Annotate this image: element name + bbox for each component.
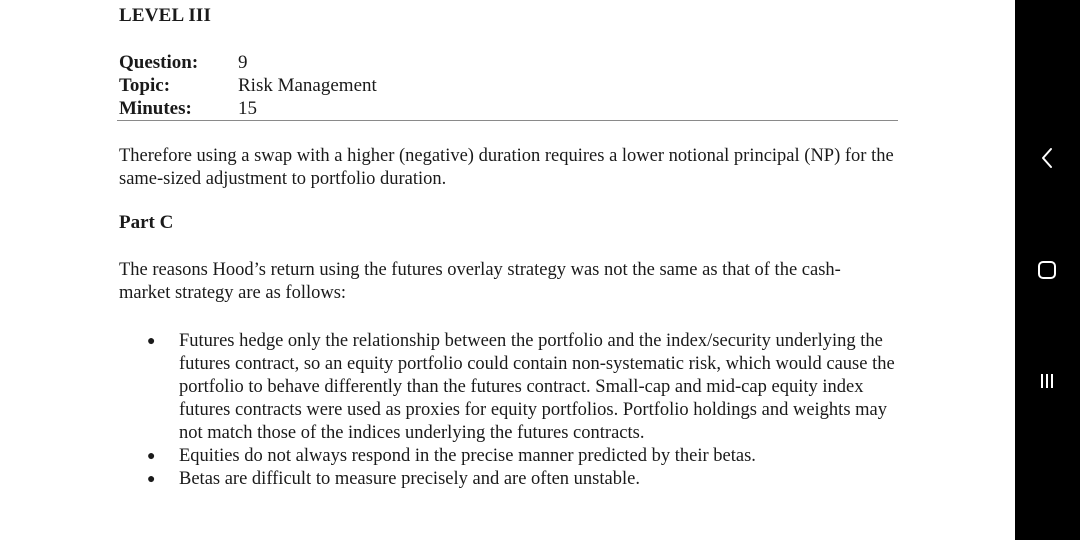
list-item-text: Equities do not always respond in the precise manner predicted by their betas. (179, 446, 756, 466)
meta-row-topic (119, 74, 899, 97)
minutes-value: 15 (238, 98, 257, 119)
home-icon (1037, 260, 1057, 280)
recent-apps-button[interactable] (1033, 367, 1061, 395)
meta-row-question (119, 51, 899, 74)
header-divider (117, 120, 898, 121)
list-item (119, 468, 909, 491)
question-meta (119, 51, 899, 120)
part-c-heading: Part C (119, 212, 174, 233)
home-button[interactable] (1033, 256, 1061, 284)
topic-value: Risk Management (238, 75, 377, 96)
minutes-label: Minutes: (119, 98, 192, 119)
list-item-text: Futures hedge only the relationship between the portfolio and the index/security underlying the futures contract, so an equity portfolio could contain non-systematic risk, which would cause the portfolio to behave differently than the futures contract. Small-cap and mid-cap equity index futures contracts were used as proxies for equity portfolios. Portfolio holdings and weights may not match those of the indices underlying the futures contracts. (179, 331, 895, 443)
list-item (119, 445, 909, 468)
meta-row-minutes (119, 97, 899, 120)
level-heading: LEVEL III (119, 5, 212, 26)
reasons-list (119, 330, 909, 491)
back-icon (1039, 147, 1055, 169)
back-button[interactable] (1033, 144, 1061, 172)
paragraph-swap-duration: Therefore using a swap with a higher (negative) duration requires a lower notional principal (NP) for the same-sized adjustment to portfolio duration. (119, 146, 894, 189)
paragraph-futures-overlay: The reasons Hood’s return using the futures overlay strategy was not the same as that of the cash-market strategy are as follows: (119, 260, 841, 303)
question-value: 9 (238, 52, 248, 73)
list-item (119, 330, 909, 445)
bullet-icon: ● (147, 449, 156, 464)
question-label: Question: (119, 52, 199, 73)
recent-apps-icon (1038, 372, 1056, 390)
topic-label: Topic: (119, 75, 171, 96)
bullet-icon: ● (147, 472, 156, 487)
bullet-icon: ● (147, 334, 156, 349)
list-item-text: Betas are difficult to measure precisely and are often unstable. (179, 469, 640, 489)
android-navigation-bar (1015, 0, 1080, 540)
